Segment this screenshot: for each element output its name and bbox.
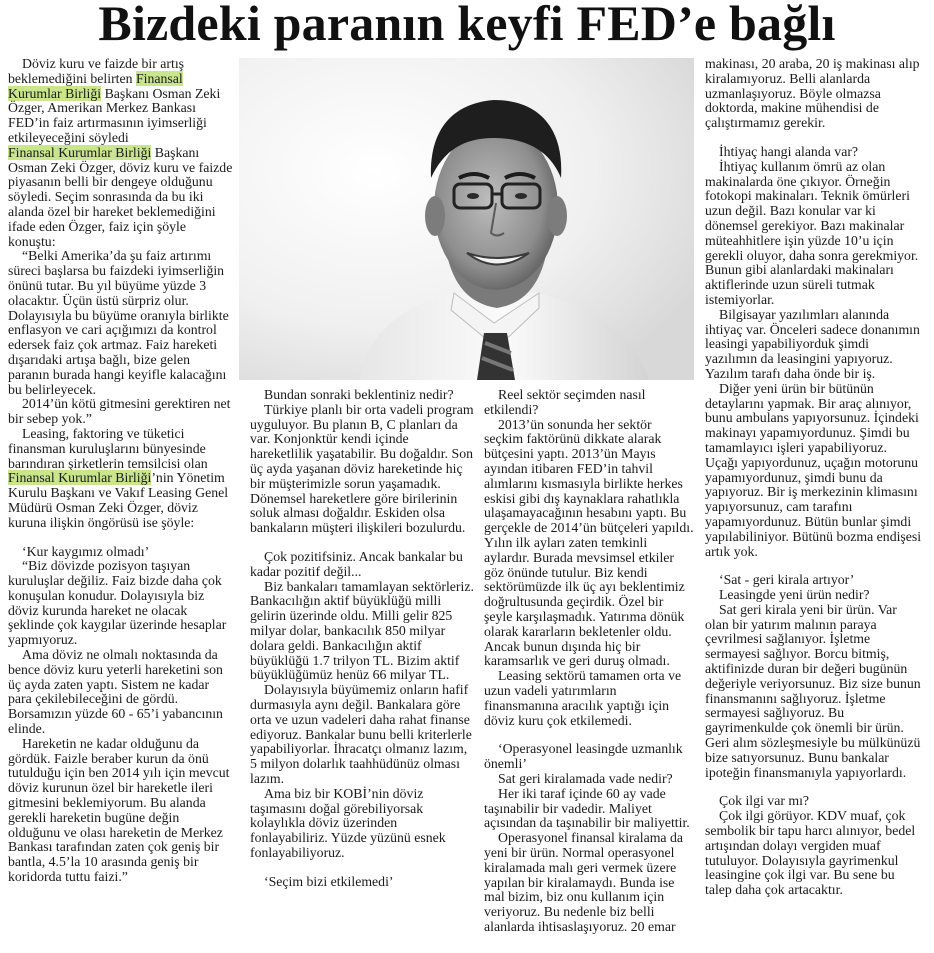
paragraph: Sat geri kirala yeni bir ürün. Var olan bir yatırım malının paraya çevrilmesi sağlanıyor. İşletme sermayesi sağlıyor. Borcu bitmiş, aktifinizde duran bir değeri bugünün değeriyle veriyorsunuz. Biz size bunun finansmanını sağlıyoruz. İşletme sermayesi sağlıyoruz. Bu gayrimenkulde çok önemli bir ürün. Geri alım sözleşmesiyle bu mülkünüzü bize satıyorsunuz. Bunu bankalar ipoteğin finansmanıyla yapıyorlardı.: [705, 601, 921, 780]
question: Çok pozitifsiniz. Ancak bankalar bu kadar pozitif değil...: [250, 548, 463, 579]
paragraph: Dolayısıyla büyümemiz onların hafif durmasıyla aynı değil. Bankalara göre orta ve uzun vadeleri daha rahat finanse ediyoruz. Bankalar bunu belli kriterlerle yapabiliyorlar. İhracatçı olmanız lazım, 5 milyon dolarlık taahhüdünüz olması lazım.: [250, 682, 472, 786]
section-subheading: ‘Seçim bizi etkilemedi’: [264, 873, 394, 889]
section-subheading: ‘Kur kaygımız olmadı’: [22, 543, 150, 559]
section-subheading: ‘Operasyonel leasingde uzmanlık önemli’: [484, 741, 683, 772]
paragraph: Ama biz bir KOBİ’nin döviz taşımasını doğal görebiliyorsak kolaylıkla döviz üzerinden fonlayabiliriz. Yüzde yüzünü esnek fonlayabiliyoruz.: [250, 785, 446, 860]
article-column-4: [705, 57, 923, 947]
paragraph: Leasing sektörü tamamen orta ve uzun vadeli yatırımların finansmanına aracılık yaptığı için döviz kuru çok etkilemedi.: [484, 668, 682, 728]
section-subheading: ‘Sat - geri kirala artıyor’: [719, 572, 855, 588]
paragraph: İhtiyaç kullanım ömrü az olan makinalarda öne çıkıyor. Örneğin fotokopi makinaları. Teknik ömürleri uzun değil. Bazı konular var ki dönemsel gerekiyor. Bazı makinalar müteahhitlere işin yüzde 10’u için gerekli oluyor, daha sonra gerekmiyor. Bunun gibi alanlardaki makinaları aktiflerinde uzun süreli tutmak istemiyorlar.: [705, 158, 919, 307]
paragraph: Bilgisayar yazılımları alanında ihtiyaç var. Önceleri sadece donanımın leasingi yapabiliyorduk şimdi yazılımın da leasingini yapıyoruz. Yazılım tarafı daha önde bir iş.: [705, 306, 920, 381]
paragraph: Hareketin ne kadar olduğunu da gördük. Faizle beraber kurun da önü tutulduğu için ben 2014 yılı için mevcut döviz kurunun özel bir hareketle ileri gitmesini beklemiyorum. Bu alanda gerekli hareketin bugüne değin olduğunu ve olası hareketin de Merkez Bankası tarafından zaten çok geniş bir bantla, 4.5’la 10 arasında geniş bir koridorda tuttu faizi.”: [8, 735, 230, 885]
highlighted-org-name: Finansal Kurumlar Birliği: [8, 144, 152, 160]
question: Reel sektör seçimden nasıl etkilendi?: [484, 388, 646, 417]
paragraph: “Biz dövizde pozisyon taşıyan kuruluşlar değiliz. Faiz bizde daha çok konuşulan konudur. Dolayısıyla biz döviz kurunda hareket ne olacak şeklinde çok kaygılar üzerinde hesaplar yapmıyoruz.: [8, 558, 227, 648]
paragraph: 2014’ün kötü gitmesini gerektiren net bir sebep yok.”: [8, 396, 231, 427]
paragraph: Leasing, faktoring ve tüketici finansman kuruluşlarını bünyesinde barındıran şirketlerin temsilcisi olan Finansal Kurumlar Birliği’nin Yönetim Kurulu Başkanı ve Vakıf Leasing Genel Müdürü Osman Zeki Özger, döviz kuruna ilişkin öngörüsü ise şöyle:: [8, 425, 229, 530]
article-column-3: [484, 388, 694, 953]
paragraph: Operasyonel finansal kiralama da yeni bir ürün. Normal operasyonel kiralamada malı geri vermek üzere yapılan bir kiralamaydı. Bunda ise mal bizim, biz onu kullanım için veriyoruz. Bu nedenle biz belli alanlarda ihtisaslaşıyoruz. 20 emar: [484, 830, 684, 934]
portrait-image: [239, 58, 694, 380]
paragraph: Çok ilgi görüyor. KDV muaf, çok sembolik bir tapu harcı alınıyor, bedel artışından dolayı vergiden muaf tutuluyor. Dolayısıyla gayrimenkul leasingine çok ilgi var. Bu sene bu talep daha çok artacaktır.: [705, 808, 916, 898]
paragraph: Diğer yeni ürün bir bütünün detaylarını yapmak. Bir araç alınıyor, bunu ambulans yapıyorsunuz. İçindeki makinayı yapamıyordunuz. Şimdi bu tamamlayıcı işleri yapabiliyoruz. Uçağı yapıyordunuz, uçağın motorunu yapamıyordunuz, şimdi bunu da yapıyoruz. Bir iş merkezinin klimasını yapıyorsunuz, cam tarafını yapamıyordunuz. Bütün bunlar şimdi yapılabiliniyor. Bütünü bozma endişesi artık yok.: [705, 380, 922, 559]
paragraph: Biz bankaları tamamlayan sektörleriz. Bankacılığın aktif büyüklüğü milli gelirin üzerinde oldu. Milli gelir 825 milyar dolar, bankacılık 850 milyar dolara geldi. Bankacılığın aktif büyüklüğü 1.7 trilyon TL. Bizim aktif büyüklüğümüz henüz 66 milyar TL.: [250, 578, 474, 683]
paragraph: 2013’ün sonunda her sektör seçkim faktörünü dikkate alarak bütçesini yaptı. 2013’ün Mayıs ayından itibaren FED’in tahvil alımlarını kısmasıyla birlikte herkes eskisi gibi dış kaynaklara rahatlıkla ulaşamayacağının hesabını yaptı. Bu gerçekle de 2014’ün bütçeleri yapıldı. Yılın ilk ayları zaten temkinli aylardır. Burada mevsimsel etkiler göz önünde tutulur. Biz kendi sektörümüzde ilk üç ayı beklentimiz doğrultusunda geçirdik. Özel bir şeyle karşılaşmadık. Yatırıma dönük olarak kararların bekletenler oldu. Ancak bunun dışında hiç bir karamsarlık ve geri duruş olmadı.: [484, 416, 694, 669]
highlighted-org-name: Finansal Kurumlar Birliği: [8, 70, 183, 101]
paragraph: makinası, 20 araba, 20 iş makinası alıp kiralamıyoruz. Belli alanlarda uzmanlaşıyoruz. Böyle olmazsa doktorda, makine mühendisi de çalıştırmamız gerekir.: [705, 57, 920, 131]
portrait-photo: [239, 58, 694, 380]
article-column-1: [8, 57, 234, 947]
paragraph: Ama döviz ne olmalı noktasında da bence döviz kuru yeterli hareketini son üç ayda zaten yaptı. Sistem ne kadar para çekilebileceğini de gördü. Borsamızın yüzde 60 - 65’i yabancının elinde.: [8, 647, 223, 737]
question: Çok ilgi var mı?: [719, 793, 810, 809]
paragraph: Her iki taraf içinde 60 ay vade taşınabilir bir vadedir. Maliyet açısından da taşınabilir bir maliyettir.: [484, 785, 690, 831]
question: İhtiyaç hangi alanda var?: [719, 143, 859, 159]
question: Leasingde yeni ürün nedir?: [719, 587, 870, 603]
question: Bundan sonraki beklentiniz nedir?: [264, 388, 454, 402]
paragraph: Finansal Kurumlar Birliği Başkanı Osman Zeki Özger, döviz kuru ve faizde piyasanın belli bir dengeye olduğunu söyledi. Seçim sonrasında da bu iki alanda özel bir hareket beklemediğini ifade eden Özger, faiz için şöyle konuştu:: [8, 144, 233, 249]
headline: Bizdeki paranın keyfi FED’e bağlı: [98, 0, 836, 51]
paragraph: Döviz kuru ve faizde bir artış beklemediğini belirten Finansal Kurumlar Birliği Başkanı Osman Zeki Özger, Amerikan Merkez Bankası FED’in faiz artırmasının iyimserliği etkileyeceğini söyledi: [8, 57, 221, 145]
paragraph: Türkiye planlı bir orta vadeli program uyguluyor. Bu planın B, C planları da var. Konjonktür kendi içinde hareketlilik yaşatabilir. Bu doğaldır. Son üç ayda yaşanan döviz hareketinde hiç bir müşterimizle sorun yaşamadık. Dönemsel hareketlere göre birilerinin soluk alması doğaldır. Eskiden olsa bankaların müşteri ilişkileri bozulurdu.: [250, 401, 474, 536]
article-column-2: [250, 388, 474, 953]
highlighted-org-name: Finansal Kurumlar Birliği: [8, 470, 152, 486]
paragraph: “Belki Amerika’da şu faiz artırımı süreci başlarsa bu faizdeki iyimserliğin önünü tutar. Bu yıl büyüme yüzde 3 olacaktır. Üçün üstü sürpriz olur. Dolayısıyla bu büyüme oranıyla birlikte enflasyon ve cari açığımızı da kontrol edersek faiz çok artmaz. Faiz hareketi dışarıdaki artışa bağlı, bize gelen paranın burada hangi keyifle kalacağını bu belirleyecek.: [8, 248, 229, 397]
question: Sat geri kiralamada vade nedir?: [498, 770, 673, 786]
